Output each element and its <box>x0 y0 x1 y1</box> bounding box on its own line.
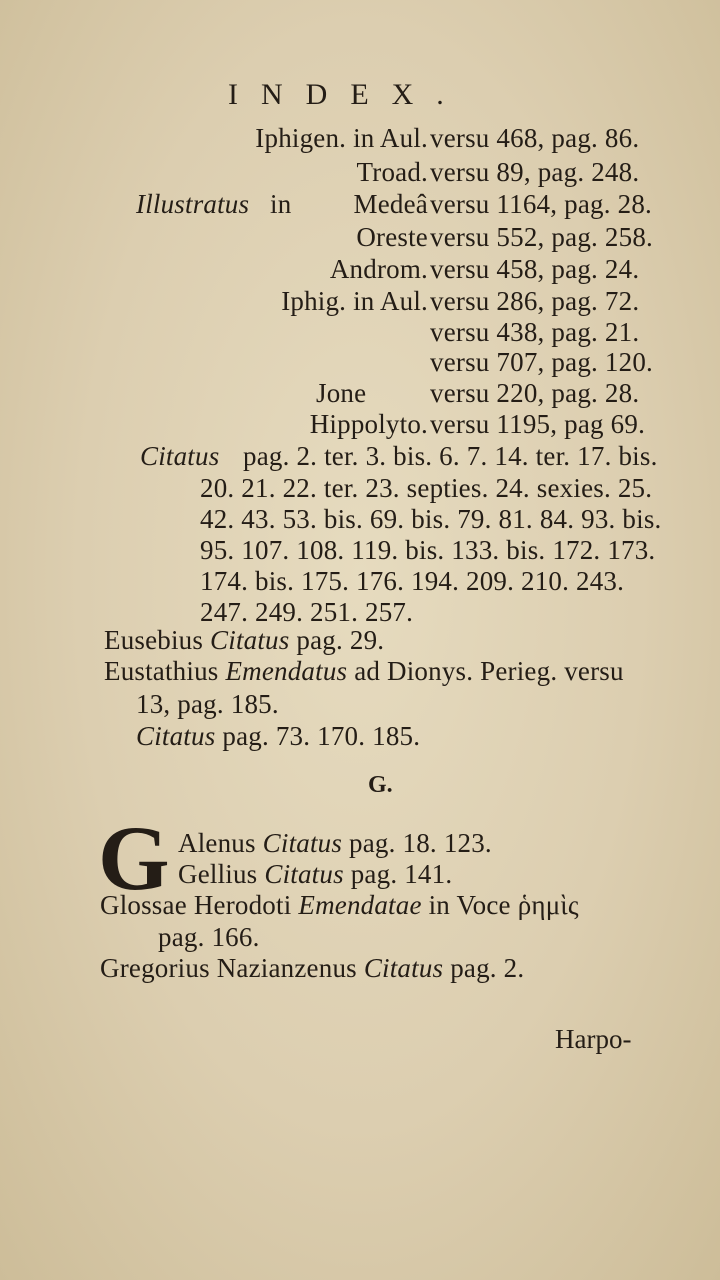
entry-name: Eusebius <box>104 625 204 655</box>
catchword: Harpo- <box>555 1024 632 1054</box>
entry-ref: versu 468, pag. 86. <box>430 123 640 153</box>
entry-ref: versu 286, pag. 72. <box>430 286 640 316</box>
entry-ref: versu 707, pag. 120. <box>430 347 653 377</box>
drop-cap: G <box>98 807 170 909</box>
entry-ref: ad Dionys. Perieg. versu <box>354 656 624 686</box>
entry-label: Iphig. in Aul. <box>281 286 428 316</box>
entry-name: Gellius <box>178 859 258 889</box>
entry-name: Gregorius Nazianzenus <box>100 953 357 983</box>
entry-ref: pag. 141. <box>350 859 453 889</box>
entry-label: Troad. <box>356 157 428 187</box>
entry-ref: versu 89, pag. 248. <box>430 157 640 187</box>
entry-verb: Citatus <box>264 859 344 889</box>
entry-ref: versu 1164, pag. 28. <box>430 189 652 219</box>
entry-verb: Citatus <box>210 625 290 655</box>
entry-verb: Citatus <box>262 828 343 858</box>
entry-ref: versu 220, pag. 28. <box>430 378 640 408</box>
entry-eustathius-citatus <box>136 720 420 752</box>
entry-in: in <box>270 189 292 219</box>
entry-label: Iphigen. in Aul. <box>255 123 428 153</box>
entry-glossae <box>100 889 579 921</box>
entry-label: Hippolyto. <box>309 409 428 439</box>
entry-eusebius <box>104 624 384 656</box>
entry-verb: Emendatus <box>225 656 348 686</box>
entry-gregorius <box>100 952 524 984</box>
citatus-head: Citatus <box>140 441 220 471</box>
citatus-line: 20. 21. 22. ter. 23. septies. 24. sexies. 25. <box>200 473 653 503</box>
entry-head: Illustratus <box>136 189 250 219</box>
entry-ref: pag. 166. <box>158 922 260 952</box>
entry-ref: versu 552, pag. 258. <box>430 222 653 252</box>
entry-ref: pag. 73. 170. 185. <box>222 721 421 751</box>
entry-verb: Citatus <box>363 953 444 983</box>
entry-ref: 13, pag. 185. <box>136 689 279 719</box>
entry-verb: Emendatae <box>298 890 422 920</box>
citatus-line: 95. 107. 108. 119. bis. 133. bis. 172. 173. <box>200 535 656 565</box>
entry-name: Glossae Herodoti <box>100 890 292 920</box>
citatus-line: 174. bis. 175. 176. 194. 209. 210. 243. <box>200 566 625 596</box>
entry-ref: pag. 2. <box>450 953 525 983</box>
entry-eustathius <box>104 655 624 687</box>
entry-ref: pag. 18. 123. <box>349 828 492 858</box>
section-letter: G. <box>368 772 393 798</box>
entry-ref: versu 438, pag. 21. <box>430 317 640 347</box>
citatus-line: 247. 249. 251. 257. <box>200 597 414 627</box>
entry-name: Eustathius <box>104 656 219 686</box>
citatus-line: 42. 43. 53. bis. 69. bis. 79. 81. 84. 93. bis. <box>200 504 662 534</box>
entry-label: Oreste <box>356 222 428 252</box>
entry-gellius <box>178 858 452 890</box>
citatus-line: pag. 2. ter. 3. bis. 6. 7. 14. ter. 17. bis. <box>243 441 658 471</box>
entry-name: Alenus <box>178 828 256 858</box>
entry-ref: in Voce <box>428 890 511 920</box>
entry-label: Medeâ <box>353 189 428 219</box>
entry-ref: pag. 29. <box>296 625 385 655</box>
page-title: INDEX. <box>228 78 467 111</box>
greek-word: ῥημὶς <box>517 890 579 920</box>
entry-ref: versu 1195, pag 69. <box>430 409 646 439</box>
entry-label: Androm. <box>329 254 428 284</box>
entry-ref: versu 458, pag. 24. <box>430 254 640 284</box>
entry-verb: Citatus <box>136 721 216 751</box>
entry-galenus <box>178 827 492 859</box>
entry-label: Jone <box>316 378 367 408</box>
